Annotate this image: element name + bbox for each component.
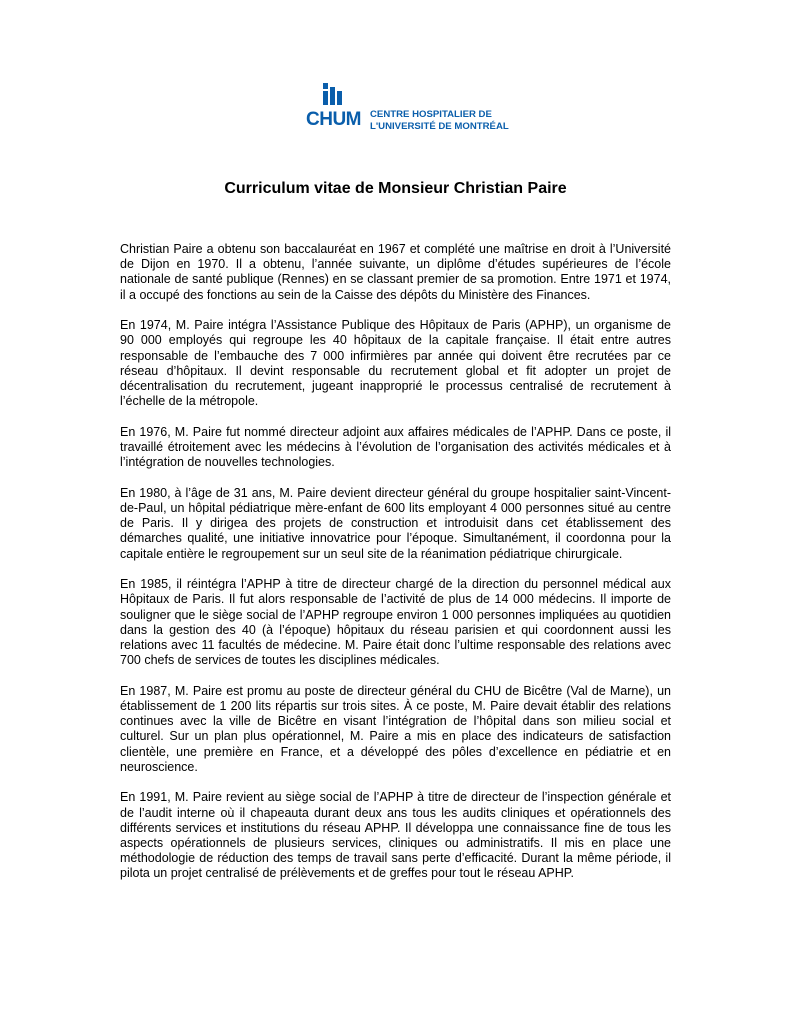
logo-line-2: L'UNIVERSITÉ DE MONTRÉAL	[370, 121, 509, 132]
paragraph-1976: En 1976, M. Paire fut nommé directeur adjoint aux affaires médicales de l’APHP. Dans ce poste, il travaillé étroitement avec les médecins à l’évolution de l’organisation des activités médicales et à l’intégration de nouvelles technologies.	[120, 424, 671, 470]
document-body	[120, 242, 671, 897]
paragraph-1980: En 1980, à l’âge de 31 ans, M. Paire devient directeur général du groupe hospitalier saint-Vincent-de-Paul, un hôpital pédiatrique mère-enfant de 600 lits employant 4 000 personnes situé au centre de Paris. Il y dirigea des projets de construction et introduisit dans cet établissement des démarches qualité, une initiative innovatrice pour l’époque. Simultanément, il coordonna pour la capitale entière le regroupement sur un seul site de la réanimation pédiatrique chirurgicale.	[120, 485, 671, 561]
logo-line-1: CENTRE HOSPITALIER DE	[370, 109, 492, 120]
paragraph-1985: En 1985, il réintégra l’APHP à titre de directeur chargé de la direction du personnel médical aux Hôpitaux de Paris. Il fut alors responsable de l’activité de plus de 14 000 médecins. Il importe de souligner que le siège social de l’APHP regroupe environ 1 000 personnes impliquées au quotidien dans la gestion des 40 (à l’époque) hôpitaux du réseau parisien et qui coordonnent aussi les relations avec 11 facultés de médecine. M. Paire était donc l’ultime responsable des relations avec 700 chefs de services de toutes les disciplines médicales.	[120, 577, 671, 668]
chum-logo	[306, 83, 509, 133]
document-title: Curriculum vitae de Monsieur Christian Paire	[224, 180, 567, 197]
chum-logo-mark-icon	[306, 83, 346, 109]
paragraph-1987: En 1987, M. Paire est promu au poste de directeur général du CHU de Bicêtre (Val de Marne), un établissement de 1 200 lits répartis sur trois sites. À ce poste, M. Paire devait établir des relations continues avec la ville de Bicêtre en visant l’intégration de l’hôpital dans son milieu social et culturel. Sur un plan plus opérationnel, M. Paire a mis en place des indicateurs de satisfaction clientèle, une première en France, et a développé des pôles d’excellence en pédiatrie et en neuroscience.	[120, 683, 671, 774]
paragraph-education: Christian Paire a obtenu son baccalauréat en 1967 et complété une maîtrise en droit à l’Université de Dijon en 1970. Il a obtenu, l’année suivante, un diplôme d’études supérieures de l’école nationale de santé publique (Rennes) en se classant premier de sa promotion. Entre 1971 et 1974, il a occupé des fonctions au sein de la Caisse des dépôts du Ministère des Finances.	[120, 242, 671, 302]
logo-acronym: CHUM	[306, 109, 361, 130]
paragraph-1991: En 1991, M. Paire revient au siège social de l’APHP à titre de directeur de l’inspection générale et de l’audit interne où il chapeauta durant deux ans tous les audits cliniques et opérationnels des différents services et institutions du réseau APHP. Il développa une connaissance fine de tous les aspects opérationnels de plusieurs services, cliniques ou administratifs. Il mis en place une méthodologie de réduction des temps de travail sans perte d’efficacité. Durant la même période, il pilota un projet centralisé de prélèvements et de greffes pour tout le réseau APHP.	[120, 790, 671, 881]
paragraph-1974: En 1974, M. Paire intégra l’Assistance Publique des Hôpitaux de Paris (APHP), un organisme de 90 000 employés qui regroupe les 40 hôpitaux de la capitale française. Il était entre autres responsable de l’embauche des 7 000 infirmières par année qui doivent être recrutées par ce réseau d’hôpitaux. Il devint responsable du recrutement global et fit adopter un projet de décentralisation du recrutement, jugeant inapproprié le processus centralisé de recrutement à l’échelle de la métropole.	[120, 318, 671, 409]
